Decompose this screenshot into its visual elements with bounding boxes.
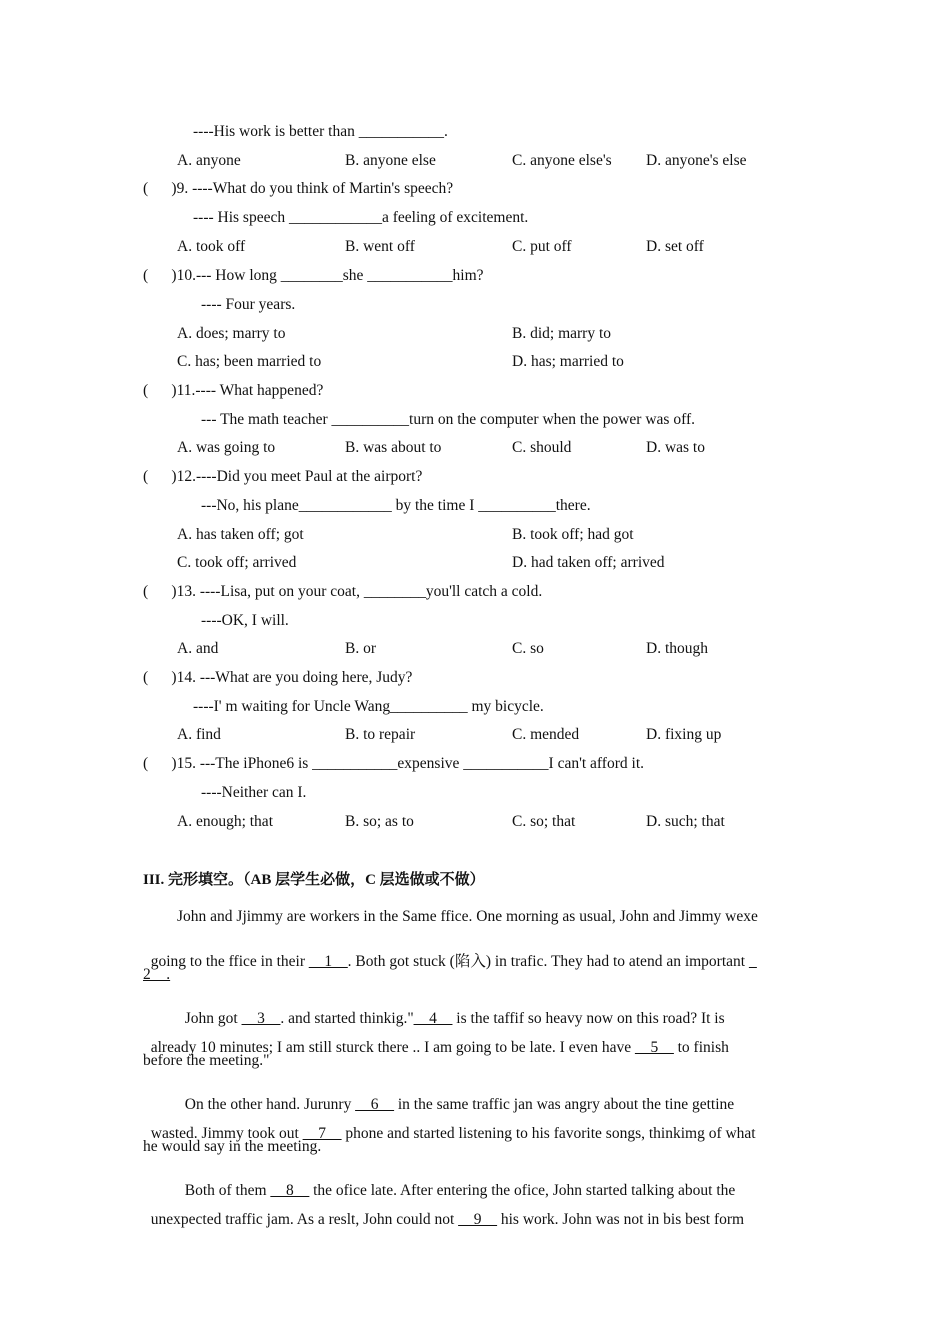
q15-question: ( )15. ---The iPhone6 is ___________expensive ___________I can't afford it.: [143, 755, 644, 772]
q15-option-c: C. so; that: [512, 813, 576, 830]
q15-reply: ----Neither can I.: [201, 784, 307, 801]
q12-option-b: B. took off; had got: [512, 526, 634, 543]
passage-line: [177, 1081, 734, 1112]
q14-option-c: C. mended: [512, 726, 580, 743]
q14-question: ( )14. ---What are you doing here, Judy?: [143, 669, 413, 686]
q11-option-d: D. was to: [646, 439, 705, 456]
q13-option-a: A. and: [177, 640, 219, 657]
passage-line: he would say in the meeting.: [143, 1138, 322, 1155]
q14-option-d: D. fixing up: [646, 726, 722, 743]
q8-option-d: D. anyone's else: [646, 152, 747, 169]
passage-line: [143, 1196, 744, 1227]
q14-option-a: A. find: [177, 726, 221, 743]
blank-7: __7__: [302, 1124, 342, 1142]
passage-text: Both of them: [184, 1181, 271, 1199]
q9-option-a: A. took off: [177, 238, 246, 255]
q10-option-b: B. did; marry to: [512, 325, 612, 342]
passage-text: . Both got stuck (陷入) in trafic. They had to atend an important: [347, 952, 749, 970]
passage-line: [177, 1167, 735, 1198]
passage-line: [143, 1110, 756, 1141]
passage-text: phone and started listening to his favorite songs, thinkimg of what: [341, 1124, 756, 1142]
q8-reply: ----His work is better than ___________.: [193, 123, 448, 140]
q13-option-b: B. or: [345, 640, 376, 657]
q12-reply: ---No, his plane____________ by the time I __________there.: [201, 497, 591, 514]
q9-option-d: D. set off: [646, 238, 704, 255]
q10-reply: ---- Four years.: [201, 296, 296, 313]
passage-text: in the same traffic jan was angry about the tine gettine: [393, 1095, 735, 1113]
passage-text: to finish: [673, 1038, 729, 1056]
passage-text: already 10 minutes; I am still sturck there .. I am going to be late. I even have: [150, 1038, 635, 1056]
passage-text: the ofice late. After entering the ofice, John started talking about the: [309, 1181, 736, 1199]
q11-option-a: A. was going to: [177, 439, 276, 456]
blank-9: __9__: [458, 1210, 497, 1228]
passage-text: unexpected traffic jam. As a reslt, John could not: [150, 1210, 459, 1228]
q11-option-b: B. was about to: [345, 439, 442, 456]
q12-option-c: C. took off; arrived: [177, 554, 297, 571]
q12-option-d: D. had taken off; arrived: [512, 554, 665, 571]
q15-option-d: D. such; that: [646, 813, 725, 830]
q8-option-b: B. anyone else: [345, 152, 436, 169]
q12-question: ( )12.----Did you meet Paul at the airport?: [143, 468, 423, 485]
q10-question: ( )10.--- How long ________she ___________him?: [143, 267, 484, 284]
q13-option-d: D. though: [646, 640, 708, 657]
q9-option-b: B. went off: [345, 238, 415, 255]
blank-5: __5__: [634, 1038, 674, 1056]
q10-option-c: C. has; been married to: [177, 353, 322, 370]
blank-2-start: _: [748, 952, 757, 970]
q8-option-c: C. anyone else's: [512, 152, 612, 169]
q13-reply: ----OK, I will.: [201, 612, 289, 629]
passage-text: On the other hand. Jurunry: [184, 1095, 356, 1113]
section-heading: III. 完形填空。（AB 层学生必做，C 层选做或不做）: [143, 872, 485, 888]
q14-reply: ----I' m waiting for Uncle Wang__________ my bicycle.: [193, 698, 544, 715]
q9-question: ( )9. ----What do you think of Martin's speech?: [143, 180, 454, 197]
q11-option-c: C. should: [512, 439, 572, 456]
passage-text: going to the ffice in their: [150, 952, 309, 970]
blank-6: __6__: [355, 1095, 394, 1113]
q9-option-c: C. put off: [512, 238, 572, 255]
passage-text: his work. John was not in bis best form: [496, 1210, 745, 1228]
q10-option-d: D. has; married to: [512, 353, 624, 370]
passage-line: John and Jjimmy are workers in the Same ffice. One morning as usual, John and Jimmy wexe: [177, 908, 758, 925]
q11-reply: --- The math teacher __________turn on the computer when the power was off.: [201, 411, 695, 428]
q8-option-a: A. anyone: [177, 152, 241, 169]
q13-question: ( )13. ----Lisa, put on your coat, ________you'll catch a cold.: [143, 583, 543, 600]
q14-option-b: B. to repair: [345, 726, 416, 743]
q15-option-b: B. so; as to: [345, 813, 414, 830]
q11-question: ( )11.---- What happened?: [143, 382, 324, 399]
passage-line: [143, 938, 757, 969]
passage-text: is the taffif so heavy now on this road? It is: [452, 1009, 725, 1027]
q10-option-a: A. does; marry to: [177, 325, 286, 342]
q15-option-a: A. enough; that: [177, 813, 273, 830]
blank-4: __4__: [413, 1009, 453, 1027]
blank-1: __1__: [308, 952, 348, 970]
passage-line: before the meeting.": [143, 1052, 270, 1069]
q9-reply: ---- His speech ____________a feeling of excitement.: [193, 209, 529, 226]
blank-8: __8__: [270, 1181, 310, 1199]
blank-2-end: 2__.: [143, 966, 171, 983]
passage-line: [177, 995, 725, 1026]
q12-option-a: A. has taken off; got: [177, 526, 304, 543]
passage-text: John got: [184, 1009, 242, 1027]
passage-text: . and started thinkig.": [280, 1009, 414, 1027]
passage-line: [143, 1024, 729, 1055]
passage-text: wasted. Jimmy took out: [150, 1124, 303, 1142]
q13-option-c: C. so: [512, 640, 544, 657]
blank-3: __3__: [241, 1009, 281, 1027]
